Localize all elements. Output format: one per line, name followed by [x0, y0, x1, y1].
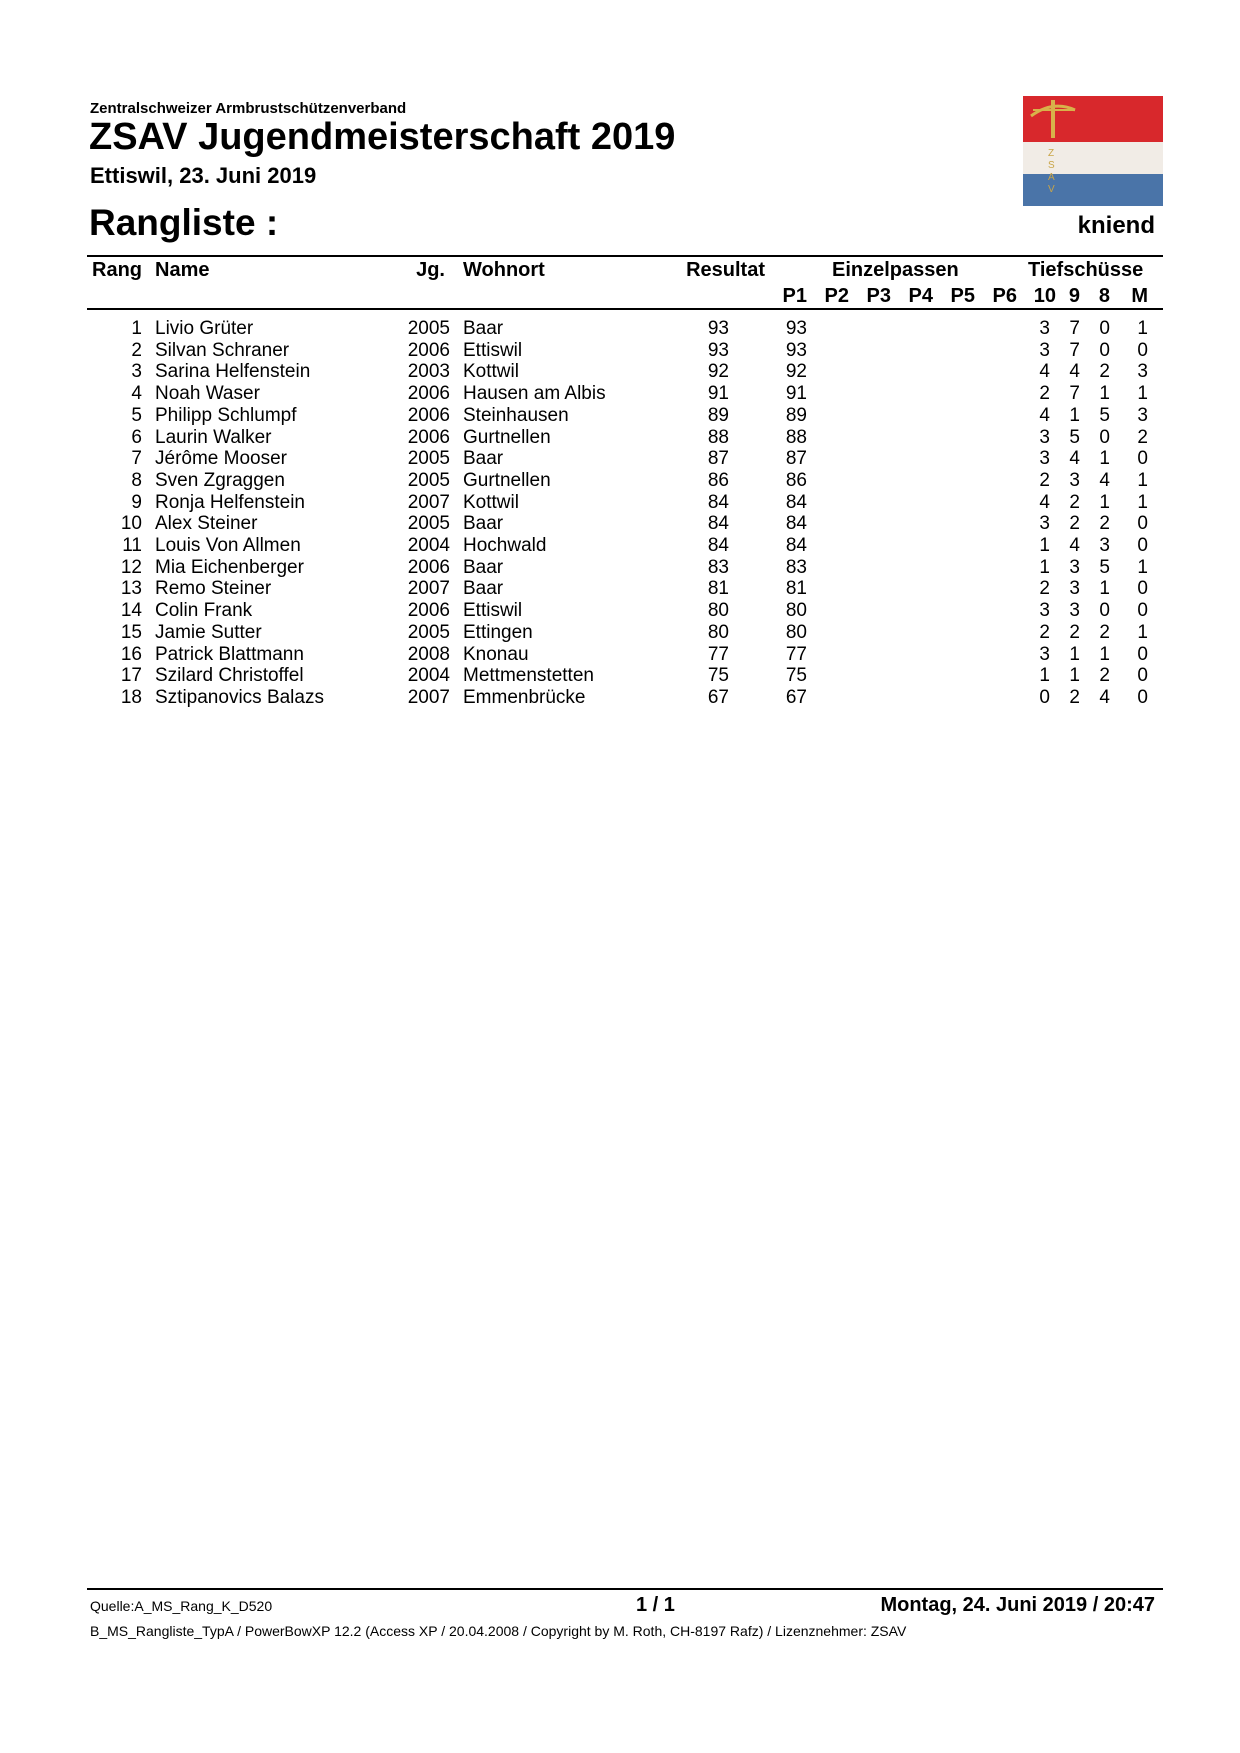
cell-rang: 13: [120, 578, 142, 600]
table-top-rule: [87, 255, 1163, 257]
cell-t10: 3: [1039, 513, 1050, 535]
cell-wohnort: Knonau: [463, 643, 529, 665]
cell-wohnort: Steinhausen: [463, 404, 569, 426]
cell-tm: 0: [1137, 339, 1148, 361]
cell-rang: 5: [131, 404, 142, 426]
cell-resultat: 75: [707, 665, 729, 687]
header-name: Name: [155, 259, 210, 281]
cell-t8: 1: [1099, 448, 1110, 470]
cell-t8: 2: [1099, 665, 1110, 687]
cell-t10: 4: [1039, 404, 1050, 426]
header-10: 10: [1033, 285, 1056, 307]
page-title: ZSAV Jugendmeisterschaft 2019: [89, 116, 676, 158]
svg-text:Z: Z: [1048, 148, 1055, 159]
cell-t9: 2: [1069, 513, 1080, 535]
cell-name: Remo Steiner: [155, 578, 272, 600]
cell-p1: 93: [785, 318, 807, 339]
cell-wohnort: Ettingen: [463, 621, 533, 643]
cell-jg: 2007: [407, 686, 450, 708]
cell-jg: 2005: [407, 513, 450, 535]
cell-t10: 3: [1039, 643, 1050, 665]
cell-wohnort: Baar: [463, 513, 504, 535]
cell-name: Philipp Schlumpf: [155, 404, 297, 426]
cell-name: Patrick Blattmann: [155, 643, 304, 665]
cell-wohnort: Emmenbrücke: [463, 686, 586, 708]
cell-name: Alex Steiner: [155, 513, 258, 535]
cell-tm: 1: [1137, 469, 1148, 491]
cell-resultat: 83: [707, 556, 729, 578]
cell-t10: 0: [1039, 686, 1050, 708]
cell-t8: 2: [1099, 361, 1110, 383]
header-p4: P4: [908, 285, 933, 307]
cell-rang: 7: [131, 448, 142, 470]
table-header-rule: [87, 308, 1163, 310]
cell-wohnort: Baar: [463, 578, 504, 600]
cell-jg: 2006: [407, 556, 450, 578]
cell-name: Colin Frank: [155, 600, 253, 622]
cell-t10: 3: [1039, 600, 1050, 622]
cell-t10: 2: [1039, 578, 1050, 600]
cell-jg: 2005: [407, 318, 450, 339]
cell-p1: 92: [785, 361, 807, 383]
cell-t10: 3: [1039, 426, 1050, 448]
cell-t9: 1: [1069, 665, 1080, 687]
cell-t9: 7: [1069, 339, 1080, 361]
cell-tm: 0: [1137, 535, 1148, 556]
cell-name: Noah Waser: [155, 383, 260, 405]
cell-tm: 2: [1137, 426, 1148, 448]
header-tiefschuesse: Tiefschüsse: [1028, 259, 1144, 281]
cell-rang: 18: [120, 686, 142, 708]
header-8: 8: [1098, 285, 1110, 307]
cell-name: Sztipanovics Balazs: [155, 686, 324, 708]
cell-wohnort: Gurtnellen: [463, 469, 551, 491]
cell-t10: 3: [1039, 339, 1050, 361]
cell-t9: 3: [1069, 600, 1080, 622]
cell-resultat: 88: [707, 426, 729, 448]
svg-text:S: S: [1048, 160, 1055, 171]
cell-p1: 87: [785, 448, 807, 470]
cell-t9: 4: [1069, 361, 1080, 383]
cell-wohnort: Baar: [463, 318, 504, 339]
cell-tm: 1: [1137, 621, 1148, 643]
header-p5: P5: [950, 285, 975, 307]
cell-rang: 9: [131, 491, 142, 513]
cell-name: Laurin Walker: [155, 426, 272, 448]
page-number: 1 / 1: [636, 1594, 675, 1616]
cell-t10: 1: [1039, 556, 1050, 578]
cell-rang: 4: [131, 383, 142, 405]
cell-t9: 2: [1069, 621, 1080, 643]
cell-t9: 1: [1069, 643, 1080, 665]
cell-name: Szilard Christoffel: [155, 665, 304, 687]
cell-rang: 6: [131, 426, 142, 448]
cell-t9: 4: [1069, 535, 1080, 556]
cell-t8: 1: [1099, 578, 1110, 600]
header-wohnort: Wohnort: [463, 259, 545, 281]
cell-resultat: 84: [707, 491, 729, 513]
header-jg: Jg.: [416, 259, 445, 281]
cell-jg: 2006: [407, 600, 450, 622]
svg-text:V: V: [1048, 184, 1055, 195]
cell-t8: 2: [1099, 621, 1110, 643]
cell-name: Sarina Helfenstein: [155, 361, 311, 383]
cell-t9: 3: [1069, 556, 1080, 578]
cell-resultat: 87: [707, 448, 729, 470]
cell-name: Silvan Schraner: [155, 339, 290, 361]
header-9: 9: [1068, 285, 1080, 307]
cell-resultat: 86: [707, 469, 729, 491]
cell-t10: 4: [1039, 491, 1050, 513]
cell-wohnort: Mettmenstetten: [463, 665, 594, 687]
cell-t8: 0: [1099, 600, 1110, 622]
cell-t9: 2: [1069, 686, 1080, 708]
cell-rang: 1: [131, 318, 142, 339]
cell-wohnort: Ettiswil: [463, 339, 523, 361]
event-subtitle: Ettiswil, 23. Juni 2019: [90, 163, 317, 188]
cell-wohnort: Baar: [463, 556, 504, 578]
cell-resultat: 84: [707, 513, 729, 535]
cell-p1: 81: [785, 578, 807, 600]
cell-rang: 3: [131, 361, 142, 383]
cell-t9: 3: [1069, 578, 1080, 600]
cell-jg: 2004: [407, 665, 450, 687]
cell-resultat: 93: [707, 318, 729, 339]
cell-p1: 80: [785, 621, 807, 643]
cell-t9: 4: [1069, 448, 1080, 470]
list-title: Rangliste :: [89, 202, 279, 243]
cell-jg: 2005: [407, 621, 450, 643]
cell-name: Jamie Sutter: [155, 621, 262, 643]
header-p3: P3: [866, 285, 891, 307]
cell-wohnort: Hochwald: [463, 535, 547, 556]
cell-p1: 91: [785, 383, 807, 405]
footer-source: Quelle:A_MS_Rang_K_D520: [90, 1598, 273, 1614]
cell-t8: 2: [1099, 513, 1110, 535]
cell-t10: 2: [1039, 383, 1050, 405]
cell-resultat: 80: [707, 600, 729, 622]
cell-t8: 4: [1099, 469, 1110, 491]
cell-resultat: 67: [707, 686, 729, 708]
cell-t8: 1: [1099, 643, 1110, 665]
cell-p1: 93: [785, 339, 807, 361]
header-m: M: [1131, 285, 1148, 307]
cell-t10: 3: [1039, 448, 1050, 470]
cell-t9: 2: [1069, 491, 1080, 513]
cell-name: Livio Grüter: [155, 318, 254, 339]
cell-tm: 3: [1137, 361, 1148, 383]
cell-p1: 84: [785, 513, 807, 535]
cell-rang: 17: [120, 665, 142, 687]
cell-tm: 0: [1137, 600, 1148, 622]
cell-wohnort: Kottwil: [463, 361, 519, 383]
header-resultat: Resultat: [686, 259, 765, 281]
cell-tm: 0: [1137, 448, 1148, 470]
cell-tm: 0: [1137, 643, 1148, 665]
cell-p1: 88: [785, 426, 807, 448]
cell-t9: 1: [1069, 404, 1080, 426]
cell-resultat: 81: [707, 578, 729, 600]
cell-resultat: 92: [707, 361, 729, 383]
cell-rang: 8: [131, 469, 142, 491]
cell-rang: 10: [120, 513, 142, 535]
cell-t8: 5: [1099, 404, 1110, 426]
cell-t9: 7: [1069, 318, 1080, 339]
cell-t8: 4: [1099, 686, 1110, 708]
cell-p1: 84: [785, 535, 807, 556]
cell-resultat: 84: [707, 535, 729, 556]
cell-jg: 2004: [407, 535, 450, 556]
cell-t10: 2: [1039, 469, 1050, 491]
cell-jg: 2006: [407, 426, 450, 448]
cell-tm: 0: [1137, 686, 1148, 708]
cell-tm: 0: [1137, 578, 1148, 600]
cell-jg: 2005: [407, 469, 450, 491]
cell-t10: 1: [1039, 665, 1050, 687]
cell-t8: 0: [1099, 426, 1110, 448]
cell-jg: 2006: [407, 383, 450, 405]
cell-t10: 3: [1039, 318, 1050, 339]
header-p2: P2: [824, 285, 849, 307]
cell-p1: 86: [785, 469, 807, 491]
print-date: Montag, 24. Juni 2019 / 20:47: [880, 1594, 1155, 1616]
cell-t10: 2: [1039, 621, 1050, 643]
header-rang: Rang: [92, 259, 142, 281]
cell-p1: 67: [785, 686, 807, 708]
cell-name: Louis Von Allmen: [155, 535, 301, 556]
cell-p1: 89: [785, 404, 807, 426]
cell-jg: 2006: [407, 404, 450, 426]
cell-t9: 3: [1069, 469, 1080, 491]
cell-t9: 7: [1069, 383, 1080, 405]
category-label: kniend: [1077, 212, 1155, 239]
cell-rang: 15: [120, 621, 142, 643]
cell-p1: 75: [785, 665, 807, 687]
cell-wohnort: Baar: [463, 448, 504, 470]
organization-name: Zentralschweizer Armbrustschützenverband: [90, 100, 407, 117]
cell-tm: 0: [1137, 513, 1148, 535]
cell-wohnort: Gurtnellen: [463, 426, 551, 448]
cell-rang: 11: [122, 535, 142, 556]
cell-tm: 0: [1137, 665, 1148, 687]
cell-t8: 1: [1099, 383, 1110, 405]
cell-t8: 0: [1099, 339, 1110, 361]
cell-tm: 3: [1137, 404, 1148, 426]
cell-resultat: 93: [707, 339, 729, 361]
cell-rang: 2: [131, 339, 142, 361]
cell-resultat: 91: [707, 383, 729, 405]
cell-t8: 0: [1099, 318, 1110, 339]
cell-t9: 5: [1069, 426, 1080, 448]
cell-jg: 2006: [407, 339, 450, 361]
cell-resultat: 80: [707, 621, 729, 643]
cell-wohnort: Kottwil: [463, 491, 519, 513]
cell-name: Mia Eichenberger: [155, 556, 304, 578]
cell-t8: 1: [1099, 491, 1110, 513]
cell-jg: 2007: [407, 491, 450, 513]
cell-tm: 1: [1137, 491, 1148, 513]
cell-p1: 83: [785, 556, 807, 578]
cell-resultat: 89: [707, 404, 729, 426]
cell-tm: 1: [1137, 318, 1148, 339]
cell-rang: 12: [120, 556, 142, 578]
cell-jg: 2007: [407, 578, 450, 600]
header-p1: P1: [782, 285, 807, 307]
cell-resultat: 77: [707, 643, 729, 665]
svg-text:A: A: [1048, 172, 1055, 183]
cell-name: Ronja Helfenstein: [155, 491, 305, 513]
cell-rang: 14: [120, 600, 142, 622]
cell-t8: 3: [1099, 535, 1110, 556]
cell-name: Jérôme Mooser: [155, 448, 287, 470]
cell-rang: 16: [120, 643, 142, 665]
cell-p1: 80: [785, 600, 807, 622]
cell-p1: 77: [785, 643, 807, 665]
cell-wohnort: Ettiswil: [463, 600, 523, 622]
cell-t10: 4: [1039, 361, 1050, 383]
header-p6: P6: [992, 285, 1017, 307]
cell-jg: 2003: [407, 361, 450, 383]
cell-jg: 2005: [407, 448, 450, 470]
footer-rule: [87, 1588, 1163, 1590]
cell-p1: 84: [785, 491, 807, 513]
cell-tm: 1: [1137, 383, 1148, 405]
cell-t10: 1: [1039, 535, 1050, 556]
cell-t8: 5: [1099, 556, 1110, 578]
footer-copyright: B_MS_Rangliste_TypA / PowerBowXP 12.2 (Access XP / 20.04.2008 / Copyright by M. Roth, CH-8197 Rafz) / Lizenznehmer: ZSAV: [90, 1623, 907, 1639]
header-einzelpassen: Einzelpassen: [832, 259, 959, 281]
cell-tm: 1: [1137, 556, 1148, 578]
cell-jg: 2008: [407, 643, 450, 665]
cell-name: Sven Zgraggen: [155, 469, 285, 491]
zsav-flag-logo: [1023, 96, 1163, 206]
cell-wohnort: Hausen am Albis: [463, 383, 606, 405]
